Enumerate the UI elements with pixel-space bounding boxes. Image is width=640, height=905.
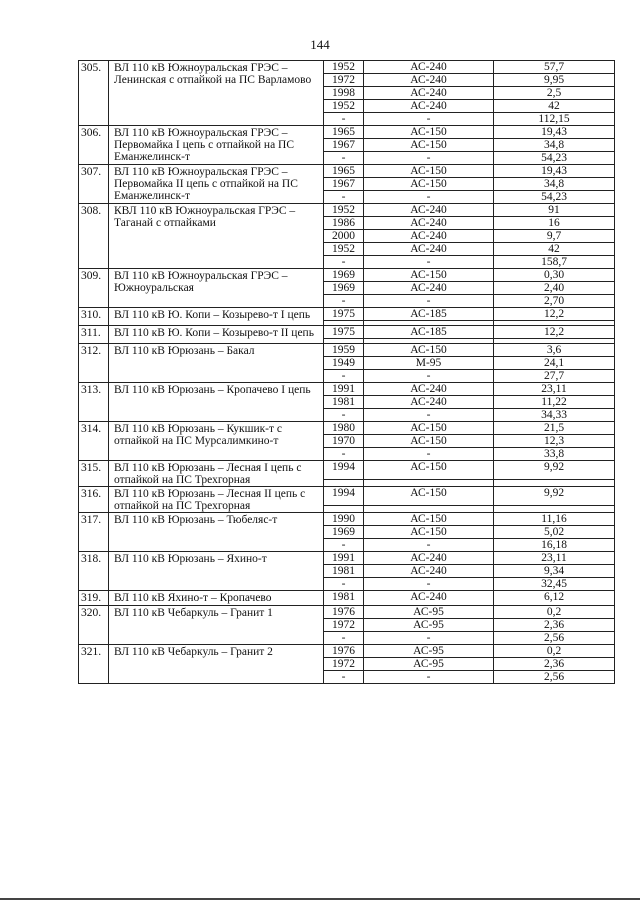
year-cell: 1952 [324,204,364,217]
year-cell: 1975 [324,326,364,339]
length-cell: 9,34 [494,565,615,578]
wire-type-cell: АС-240 [364,383,494,396]
entry-number: 311. [79,326,109,344]
entry-number: 316. [79,487,109,513]
year-cell: 1994 [324,487,364,506]
wire-type-cell: АС-150 [364,344,494,357]
year-cell: 1991 [324,383,364,396]
year-cell: 1975 [324,308,364,321]
table-row [79,204,615,217]
length-cell: 16,18 [494,539,615,552]
table-row [79,269,615,282]
year-cell: 1967 [324,178,364,191]
wire-type-cell: АС-95 [364,658,494,671]
line-name: ВЛ 110 кВ Юрюзань – Бакал [109,344,324,383]
length-cell: 34,8 [494,178,615,191]
length-cell: 57,7 [494,61,615,74]
table-row [79,165,615,178]
wire-type-cell: - [364,632,494,645]
wire-type-cell: АС-150 [364,178,494,191]
table-row [79,422,615,435]
length-cell: 12,3 [494,435,615,448]
wire-type-cell: АС-240 [364,243,494,256]
length-cell: 2,56 [494,632,615,645]
entry-number: 310. [79,308,109,326]
wire-type-cell: - [364,448,494,461]
year-cell: 1980 [324,422,364,435]
empty-cell [494,505,615,512]
line-name: ВЛ 110 кВ Юрюзань – Лесная I цепь с отпайкой на ПС Трехгорная [109,461,324,487]
wire-type-cell: - [364,152,494,165]
wire-type-cell: АС-240 [364,100,494,113]
year-cell: - [324,578,364,591]
length-cell: 158,7 [494,256,615,269]
entry-number: 315. [79,461,109,487]
year-cell: 2000 [324,230,364,243]
table-row [79,552,615,565]
wire-type-cell: - [364,671,494,684]
empty-cell [494,479,615,486]
year-cell: 1972 [324,74,364,87]
year-cell: 1972 [324,658,364,671]
year-cell: - [324,632,364,645]
table-row [79,461,615,480]
length-cell: 21,5 [494,422,615,435]
wire-type-cell: АС-240 [364,74,494,87]
length-cell: 9,92 [494,461,615,480]
wire-type-cell: - [364,539,494,552]
year-cell: 1965 [324,126,364,139]
length-cell: 9,7 [494,230,615,243]
length-cell: 9,95 [494,74,615,87]
length-cell: 2,5 [494,87,615,100]
empty-cell [364,505,494,512]
entry-number: 312. [79,344,109,383]
length-cell: 3,6 [494,344,615,357]
year-cell: 1967 [324,139,364,152]
line-name: ВЛ 110 кВ Ю. Копи – Козырево-т I цепь [109,308,324,326]
year-cell: 1972 [324,619,364,632]
length-cell: 12,2 [494,326,615,339]
length-cell: 16 [494,217,615,230]
table-row [79,591,615,606]
length-cell: 2,40 [494,282,615,295]
wire-type-cell: АС-150 [364,513,494,526]
entry-number: 308. [79,204,109,269]
wire-type-cell: АС-150 [364,487,494,506]
wire-type-cell: АС-150 [364,435,494,448]
wire-type-cell: АС-150 [364,526,494,539]
wire-type-cell: АС-150 [364,165,494,178]
wire-type-cell: АС-150 [364,422,494,435]
empty-cell [364,479,494,486]
line-name: ВЛ 110 кВ Юрюзань – Яхино-т [109,552,324,591]
year-cell: - [324,152,364,165]
length-cell: 23,11 [494,383,615,396]
year-cell: 1969 [324,282,364,295]
length-cell: 27,7 [494,370,615,383]
entry-number: 321. [79,645,109,684]
line-name: ВЛ 110 кВ Чебаркуль – Гранит 2 [109,645,324,684]
year-cell: 1981 [324,591,364,606]
year-cell: - [324,671,364,684]
wire-type-cell: - [364,370,494,383]
year-cell: 1970 [324,435,364,448]
length-cell: 0,2 [494,606,615,619]
year-cell: - [324,370,364,383]
length-cell: 0,2 [494,645,615,658]
line-name: ВЛ 110 кВ Южноуральская ГРЭС – Первомайка II цепь с отпайкой на ПС Еманжелинск-т [109,165,324,204]
line-name: ВЛ 110 кВ Ю. Копи – Козырево-т II цепь [109,326,324,344]
length-cell: 9,92 [494,487,615,506]
length-cell: 2,36 [494,619,615,632]
length-cell: 11,16 [494,513,615,526]
line-name: ВЛ 110 кВ Южноуральская ГРЭС – Первомайка I цепь с отпайкой на ПС Еманжелинск-т [109,126,324,165]
entry-number: 309. [79,269,109,308]
table-row [79,513,615,526]
wire-type-cell: АС-240 [364,230,494,243]
length-cell: 33,8 [494,448,615,461]
line-name: КВЛ 110 кВ Южноуральская ГРЭС – Таганай с отпайками [109,204,324,269]
length-cell: 2,36 [494,658,615,671]
year-cell: - [324,256,364,269]
wire-type-cell: АС-95 [364,606,494,619]
wire-type-cell: АС-185 [364,326,494,339]
length-cell: 54,23 [494,152,615,165]
wire-type-cell: АС-240 [364,552,494,565]
year-cell: 1981 [324,565,364,578]
year-cell: - [324,539,364,552]
year-cell: 1990 [324,513,364,526]
page-number: 144 [310,37,330,52]
line-name: ВЛ 110 кВ Южноуральская ГРЭС – Ленинская с отпайкой на ПС Варламово [109,61,324,126]
length-cell: 2,70 [494,295,615,308]
length-cell: 23,11 [494,552,615,565]
length-cell: 32,45 [494,578,615,591]
year-cell: 1952 [324,100,364,113]
wire-type-cell: М-95 [364,357,494,370]
entry-number: 313. [79,383,109,422]
length-cell: 2,56 [494,671,615,684]
length-cell: 0,30 [494,269,615,282]
table-row [79,606,615,619]
length-cell: 19,43 [494,126,615,139]
length-cell: 11,22 [494,396,615,409]
table-row [79,487,615,506]
year-cell: 1991 [324,552,364,565]
line-name: ВЛ 110 кВ Юрюзань – Кропачево I цепь [109,383,324,422]
year-cell: 1969 [324,269,364,282]
year-cell: 1976 [324,645,364,658]
entry-number: 314. [79,422,109,461]
year-cell: - [324,409,364,422]
entry-number: 318. [79,552,109,591]
table-row [79,645,615,658]
entry-number: 305. [79,61,109,126]
wire-type-cell: АС-240 [364,61,494,74]
table-row [79,308,615,321]
year-cell: - [324,191,364,204]
length-cell: 91 [494,204,615,217]
empty-cell [324,479,364,486]
wire-type-cell: - [364,578,494,591]
year-cell: 1965 [324,165,364,178]
year-cell: 1976 [324,606,364,619]
wire-type-cell: - [364,295,494,308]
length-cell: 54,23 [494,191,615,204]
table-row [79,326,615,339]
table-row [79,344,615,357]
wire-type-cell: АС-240 [364,217,494,230]
wire-type-cell: АС-150 [364,126,494,139]
year-cell: - [324,295,364,308]
length-cell: 6,12 [494,591,615,606]
year-cell: 1994 [324,461,364,480]
empty-cell [324,505,364,512]
entry-number: 317. [79,513,109,552]
year-cell: - [324,448,364,461]
entry-number: 320. [79,606,109,645]
wire-type-cell: АС-150 [364,269,494,282]
year-cell: 1998 [324,87,364,100]
year-cell: - [324,113,364,126]
wire-type-cell: АС-240 [364,565,494,578]
power-lines-table [78,60,615,684]
wire-type-cell: - [364,409,494,422]
wire-type-cell: АС-150 [364,139,494,152]
wire-type-cell: - [364,256,494,269]
wire-type-cell: АС-240 [364,396,494,409]
length-cell: 112,15 [494,113,615,126]
wire-type-cell: АС-240 [364,204,494,217]
wire-type-cell: АС-185 [364,308,494,321]
year-cell: 1952 [324,243,364,256]
year-cell: 1969 [324,526,364,539]
length-cell: 24,1 [494,357,615,370]
line-name: ВЛ 110 кВ Яхино-т – Кропачево [109,591,324,606]
table-row [79,61,615,74]
table-row [79,383,615,396]
year-cell: 1952 [324,61,364,74]
table-row [79,126,615,139]
line-name: ВЛ 110 кВ Юрюзань – Лесная II цепь с отпайкой на ПС Трехгорная [109,487,324,513]
wire-type-cell: АС-95 [364,645,494,658]
entry-number: 306. [79,126,109,165]
bottom-divider [0,898,640,900]
length-cell: 12,2 [494,308,615,321]
wire-type-cell: АС-240 [364,282,494,295]
year-cell: 1981 [324,396,364,409]
wire-type-cell: АС-240 [364,87,494,100]
length-cell: 34,33 [494,409,615,422]
length-cell: 34,8 [494,139,615,152]
length-cell: 42 [494,100,615,113]
length-cell: 5,02 [494,526,615,539]
length-cell: 19,43 [494,165,615,178]
entry-number: 319. [79,591,109,606]
line-name: ВЛ 110 кВ Юрюзань – Тюбеляс-т [109,513,324,552]
wire-type-cell: АС-150 [364,461,494,480]
year-cell: 1959 [324,344,364,357]
year-cell: 1986 [324,217,364,230]
wire-type-cell: АС-95 [364,619,494,632]
entry-number: 307. [79,165,109,204]
line-name: ВЛ 110 кВ Чебаркуль – Гранит 1 [109,606,324,645]
line-name: ВЛ 110 кВ Южноуральская ГРЭС – Южноуральская [109,269,324,308]
line-name: ВЛ 110 кВ Юрюзань – Кукшик-т с отпайкой на ПС Мурсалимкино-т [109,422,324,461]
length-cell: 42 [494,243,615,256]
wire-type-cell: - [364,191,494,204]
wire-type-cell: - [364,113,494,126]
wire-type-cell: АС-240 [364,591,494,606]
year-cell: 1949 [324,357,364,370]
